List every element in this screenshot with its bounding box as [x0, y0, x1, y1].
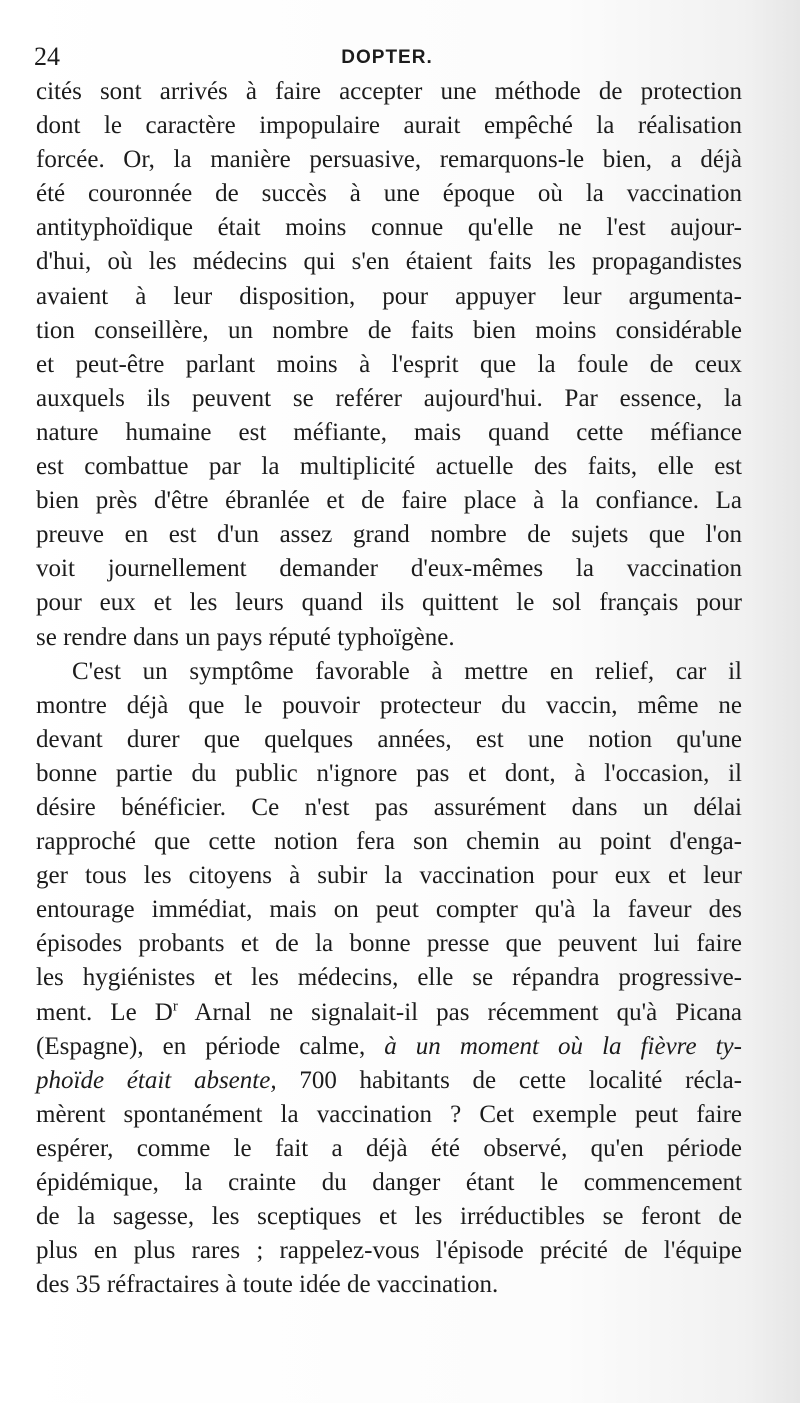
text-line: et peut-être parlant moins à l'esprit que la foule de ceux — [36, 350, 742, 378]
text-line: les hygiénistes et les médecins, elle se répandra progressive- — [36, 964, 742, 992]
text-line-dr-arnal — [36, 996, 742, 1030]
text-line: voit journellement demander d'eux-mêmes la vaccination — [36, 555, 742, 583]
superscript-r: r — [172, 998, 178, 1015]
text-line: devant durer que quelques années, est une notion qu'une — [36, 725, 742, 753]
text-line: forcée. Or, la manière persuasive, remarquons-le bien, a déjà — [36, 146, 742, 174]
body-text — [36, 75, 742, 1302]
running-head: DOPTER. — [341, 47, 433, 68]
text-line: est combattue par la multiplicité actuelle des faits, elle est — [36, 453, 742, 481]
text-line-italic — [36, 1064, 742, 1098]
text-segment: Arnal ne signalait-il pas récemment qu'à Picana — [177, 998, 742, 1026]
text-line: cités sont arrivés à faire accepter une méthode de protection — [36, 78, 742, 105]
text-line: épidémique, la crainte du danger étant le commencement — [36, 1169, 742, 1196]
italic-segment: phoïde était absente, — [36, 1066, 277, 1094]
text-line: été couronnée de succès à une époque où la vaccination — [36, 180, 742, 208]
text-line: mèrent spontanément la vaccination ? Cet exemple peut faire — [36, 1100, 742, 1128]
text-line: pour eux et les leurs quand ils quittent le sol français pour — [36, 589, 742, 617]
text-line: ger tous les citoyens à subir la vaccination pour eux et leur — [36, 862, 742, 890]
text-line: avaient à leur disposition, pour appuyer leur argumenta- — [36, 282, 742, 310]
italic-segment: à un moment où la fièvre ty- — [384, 1032, 742, 1060]
paragraph-1 — [36, 75, 742, 655]
text-line: épisodes probants et de la bonne presse que peuvent lui faire — [36, 930, 742, 958]
text-line: entourage immédiat, mais on peut compter qu'à la faveur des — [36, 896, 742, 924]
text-line: tion conseillère, un nombre de faits bien moins considérable — [36, 316, 742, 344]
text-line: de la sagesse, les sceptiques et les irréductibles se feront de — [36, 1203, 742, 1231]
text-line: espérer, comme le fait a déjà été observé, qu'en période — [36, 1134, 742, 1162]
text-segment: (Espagne), en période calme, — [36, 1032, 385, 1060]
page-header — [34, 42, 740, 76]
text-line: nature humaine est méfiante, mais quand cette méfiance — [36, 418, 742, 446]
text-segment: ment. Le D — [36, 998, 173, 1026]
text-line: rapproché que cette notion fera son chemin au point d'enga- — [36, 828, 742, 856]
text-line-italic — [36, 1030, 742, 1064]
text-line: C'est un symptôme favorable à mettre en relief, car il — [72, 657, 742, 685]
text-line: antityphoïdique était moins connue qu'elle ne l'est aujour- — [36, 214, 742, 242]
text-line: des 35 réfractaires à toute idée de vaccination. — [36, 1271, 499, 1299]
text-line: preuve en est d'un assez grand nombre de sujets que l'on — [36, 521, 742, 549]
text-line: bonne partie du public n'ignore pas et dont, à l'occasion, il — [36, 759, 742, 787]
text-segment: 700 habitants de cette localité récla- — [276, 1066, 742, 1094]
page-number: 24 — [34, 42, 60, 71]
text-line: bien près d'être ébranlée et de faire place à la confiance. La — [36, 487, 742, 515]
text-line: plus en plus rares ; rappelez-vous l'épisode précité de l'équipe — [36, 1237, 742, 1265]
text-line: montre déjà que le pouvoir protecteur du vaccin, même ne — [36, 691, 742, 719]
text-line: désire bénéficier. Ce n'est pas assurément dans un délai — [36, 793, 742, 821]
paragraph-2 — [36, 655, 742, 1303]
text-line: d'hui, où les médecins qui s'en étaient faits les propagandistes — [36, 248, 742, 276]
text-line: dont le caractère impopulaire aurait empêché la réalisation — [36, 112, 742, 140]
text-line: se rendre dans un pays réputé typhoïgène. — [36, 623, 455, 651]
text-line: auxquels ils peuvent se reférer aujourd'hui. Par essence, la — [36, 384, 742, 412]
